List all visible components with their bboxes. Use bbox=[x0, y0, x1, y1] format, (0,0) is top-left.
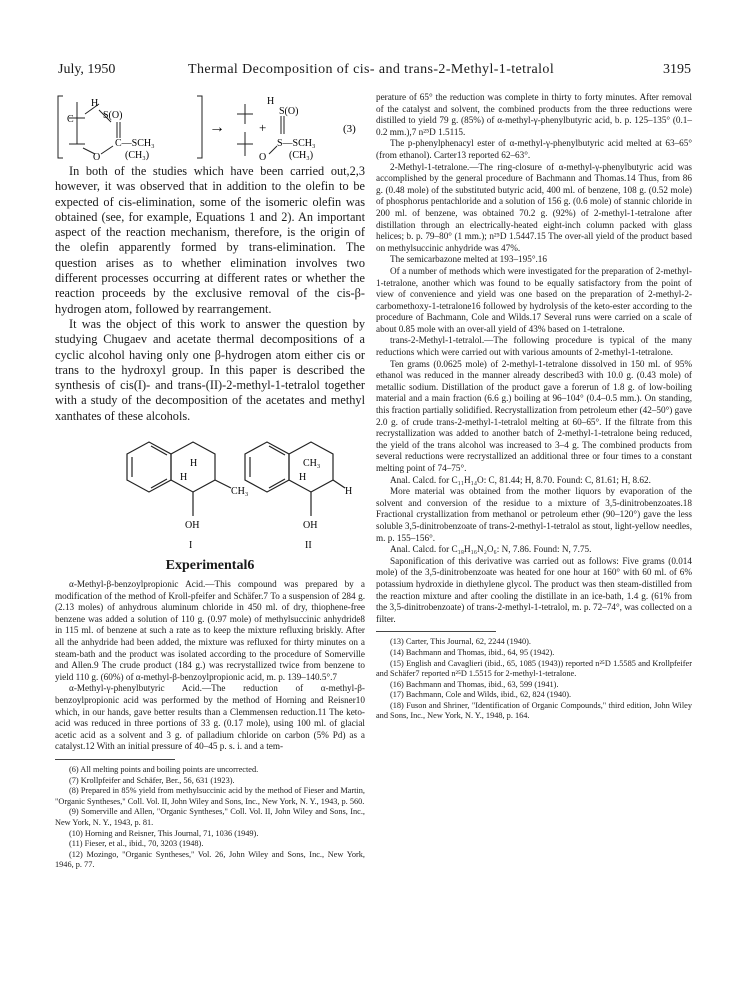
eq-ch3-left: (CH₃) bbox=[125, 150, 150, 161]
struct-II-h-inner: H bbox=[299, 472, 307, 484]
eq-o-left: O bbox=[93, 152, 101, 163]
equation-3 bbox=[55, 92, 365, 164]
struct-II-label: II bbox=[305, 540, 312, 552]
eq-c-left: C bbox=[67, 114, 74, 125]
eq-h-right: H bbox=[267, 96, 275, 107]
paragraph: The p-phenylphenacyl ester of α-methyl-γ-phenylbutyric acid melted at 63–65° (from ethanol). Carter13 reported 62–63°. bbox=[376, 138, 692, 160]
eq-o-right: O bbox=[259, 152, 267, 163]
paragraph: α-Methyl-γ-phenylbutyric Acid.—The reduction of α-methyl-β-benzoylpropionic acid was performed by the method of Horning and Reisner10 which, in our hands, gave better results than a Clemmensen reduction.11 The keto-acid was reduced in three portions of 33 g. (0.17 mole), using 100 ml. of glacial acetic acid as a solvent and 3 g. of palladium chloride on carbon (5% Pd) as a catalyst.12 With an initial pressure of 40–45 p. s. i. and a tem- bbox=[55, 683, 365, 752]
footnote: (12) Mozingo, "Organic Syntheses," Vol. 26, John Wiley and Sons, Inc., New York, 1946, p. 77. bbox=[55, 849, 365, 870]
paragraph: Anal. Calcd. for C₁₁H₁₄O: C, 81.44; H, 8.70. Found: C, 81.61; H, 8.62. bbox=[390, 474, 651, 485]
paragraph: 2-Methyl-1-tetralone.—The ring-closure of α-methyl-γ-phenylbutyric acid was accomplished by the general procedure of Bachmann and Thomas.14 Thus, from 86 g. (0.48 mole) of the substituted butyric acid, 400 ml. of benzene, 108 g. (0.52 mole) of phosphorus pentachloride and a solution of 156 g. (0.6 mole) of stannic chloride in 200 ml. of benzene, was obtained 70.2 g. (92%) of 2-methyl-1-tetralone after distillation through an electrically-heated eight-inch column packed with glass helices; b. p. 79–80° (1 mm.); n²⁵D 1.5447.15 The over-all yield of the product based on methylsuccinic anhydride was 47%. bbox=[376, 161, 692, 253]
header-date: July, 1950 bbox=[58, 62, 116, 77]
footnote: (15) English and Cavaglieri (ibid., 65, 1085 (1943)) reported n²⁵D 1.5585 and Krollpfeifer and Schäfer7 reported n²⁵D 1.5515 for 2-methyl-1-tetralone. bbox=[376, 658, 692, 679]
page-number: 3195 bbox=[663, 62, 691, 77]
footnote: (14) Bachmann and Thomas, ibid., 64, 95 (1942). bbox=[390, 647, 555, 657]
footnote-rule bbox=[376, 631, 496, 632]
struct-II-ch3: CH₃ bbox=[303, 458, 321, 470]
footnote: (7) Krollpfeifer and Schäfer, Ber., 56, 631 (1923). bbox=[69, 775, 235, 785]
eq-arrow: → bbox=[209, 119, 225, 136]
right-column bbox=[376, 92, 692, 722]
paragraph: α-Methyl-β-benzoylpropionic Acid.—This compound was prepared by a modification of the method of Kroll-pfeifer and Schäfer.7 To a suspension of 284 g. (2.13 moles) of anhydrous aluminum chloride in 450 ml. of dry, thiophene-free benzene was added a solution of 110 g. (0.97 mole) of methylsuccinic anhydride8 in 115 ml. of benzene at such a rate as to keep the mixture refluxing briskly. After all the anhydride had been added, the mixture was refluxed for thirty minutes on a steam-bath and the product was isolated according to the procedure of Somerville and Allen.9 The crude product (184 g.) was recrystallized twice from benzene to yield 110 g. (60%) of α-methyl-β-benzoylpropionic acid, m. p. 139–140.5°.7 bbox=[55, 579, 365, 682]
running-header bbox=[58, 62, 691, 82]
paragraph: Saponification of this derivative was carried out as follows: Five grams (0.014 mole) of the 3,5-dinitrobenzoate was heated for one hour at 160° with 60 ml. of 6% potassium hydroxide in diethylene glycol. The product was then steam-distilled from the reaction mixture and after cooling the distillate in an ice-bath, 1.4 g. (61% from the 3,5-dinitrobenzoate) of trans-2-methyl-1-tetralol, m. p. 72–74°, was collected on a filter. bbox=[376, 555, 692, 624]
paragraph: It was the object of this work to answer the question by studying Chugaev and acetate thermal decompositions of a cyclic alcohol having only one β-hydrogen atom either cis or trans to the hydroxyl group. In this paper is described the synthesis of cis(I)- and trans-(II)-2-methyl-1-tetralol together with a study of the decomposition of the acetates and methyl xanthates of these alcohols. bbox=[55, 316, 365, 423]
footnote: (6) All melting points and boiling points are uncorrected. bbox=[69, 764, 259, 774]
footnote: (13) Carter, This Journal, 62, 2244 (1940). bbox=[390, 637, 531, 647]
section-heading: Experimental6 bbox=[165, 558, 255, 574]
footnote: (18) Fuson and Shriner, "Identification of Organic Compounds," third edition, John Wiley and Sons, Inc., New York, N. Y., 1948, p. 164. bbox=[376, 700, 692, 721]
struct-I-h-upper: H bbox=[190, 458, 198, 470]
paragraph: In both of the studies which have been carried out,2,3 however, it was observed that in addition to the olefin to be expected of cis-elimination, some of the isomeric olefin was obtained (see, for example, Equations 1 and 2). An important aspect of the reaction mechanism, therefore, is the origin of the olefin apparently formed by trans-elimination. The question arises as to whether elimination involves two different processes occurring at different rates or whether the reaction proceeds by the exclusive removal of the cis-β-hydrogen atom, followed by rearrangement. bbox=[55, 164, 365, 316]
footnote: (17) Bachmann, Cole and Wilds, ibid., 62, 824 (1940). bbox=[390, 690, 572, 700]
paragraph: Of a number of methods which were investigated for the preparation of 2-methyl-1-tetralone, another which was found to be equally satisfactory from the point of view of convenience and yield was one based on the preparation of 2-methyl-2-carbomethoxy-1-tetralone16 followed by hydrolysis of the keto-ester according to the procedure of Bachmann, Cole and Wilds.17 Several runs were carried on a scale of about 0.85 mole with an over-all yield of 43% based on 1-tetralone. bbox=[376, 265, 692, 334]
eq-number: (3) bbox=[343, 123, 356, 135]
structures-drawing bbox=[55, 424, 365, 552]
paragraph: trans-2-Methyl-1-tetralol.—The following procedure is typical of the many reductions which were carried out with various amounts of 2-methyl-1-tetralone. bbox=[376, 335, 692, 358]
eq-ch3-right: (CH₃) bbox=[289, 150, 314, 161]
footnote: (10) Horning and Reisner, This Journal, 71, 1036 (1949). bbox=[69, 828, 259, 838]
struct-I-label: I bbox=[189, 540, 193, 552]
eq-sch3-left: C—SCH₃ bbox=[115, 138, 155, 149]
footnotes bbox=[55, 765, 365, 871]
paragraph: Anal. Calcd. for C₁₈H₁₆N₂O₆: N, 7.86. Found: N, 7.75. bbox=[390, 544, 592, 555]
structures-I-II bbox=[55, 424, 365, 552]
eq-so-right: S(O) bbox=[279, 106, 299, 117]
footnote: (16) Bachmann and Thomas, ibid., 63, 599 (1941). bbox=[390, 679, 559, 689]
struct-I-h-lower: H bbox=[180, 472, 188, 484]
eq-so-left: S(O) bbox=[103, 110, 123, 121]
struct-I-ch3: CH₃ bbox=[231, 486, 249, 498]
paragraph: perature of 65° the reduction was complete in thirty to forty minutes. After removal of the catalyst and solvent, the combined products from the three reductions were distilled to yield 79 g. (85%) of α-methyl-γ-phenylbutyric acid, b. p. 125–135° (0.1–0.2 mm.),7 n²⁵D 1.5115. bbox=[376, 92, 692, 137]
footnotes bbox=[376, 637, 692, 722]
struct-II-oh: OH bbox=[303, 520, 318, 532]
header-title: Thermal Decomposition of cis- and trans-2-Methyl-1-tetralol bbox=[188, 62, 555, 77]
paragraph: The semicarbazone melted at 193–195°.16 bbox=[390, 254, 547, 265]
footnote: (8) Prepared in 85% yield from methylsuccinic acid by the method of Fieser and Martin, "Organic Syntheses," Coll. Vol. II, John Wiley and Sons, Inc., New York, N. Y., 1943, p. 560. bbox=[55, 786, 365, 806]
footnote-rule bbox=[55, 759, 175, 760]
eq-plus: + bbox=[259, 120, 267, 135]
paragraph: Ten grams (0.0625 mole) of 2-methyl-1-tetralone dissolved in 150 ml. of 95% ethanol was reduced in the manner already described3 with 10.0 g. (0.43 mole) of metallic sodium. Distillation of the product gave a forerun of 1.8 g. of low-boiling material and a main fraction (6.6 g.) boiling at 96–104° (0.4–0.5 mm.). On standing, this fraction partially solidified. Recrystallization from petroleum ether (42–50°) gave 2.0 g. of crude trans-2-methyl-1-tetralol melting at 60–65°. If the filtrate from this recrystallization was added to another batch of 2-methyl-1-tetralone being reduced, the yield of the trans alcohol was increased to 3–4 g. The combined products from several reductions were recrystallized an additional three or four times to a constant melting point of 74–75°. bbox=[376, 358, 692, 473]
struct-I-oh: OH bbox=[185, 520, 200, 532]
paragraph: More material was obtained from the mother liquors by evaporation of the solvent and conversion of the residue to a mixture of 3,5-dinitrobenzoates.18 Fractional crystallization from methanol or petroleum ether (90–120°) gave the less soluble 3,5-dinitrobenzoate of trans-2-methyl-1-tetralol as stout, light-yellow needles, m. p. 155–156°. bbox=[376, 486, 692, 543]
eq-h-left: H bbox=[91, 98, 99, 109]
left-column bbox=[55, 92, 365, 871]
eq-sch3-right: S—SCH₃ bbox=[277, 138, 316, 149]
equation-3-drawing bbox=[55, 92, 365, 164]
struct-II-h-outer: H bbox=[345, 486, 353, 498]
footnote: (11) Fieser, et al., ibid., 70, 3203 (1948). bbox=[69, 839, 204, 849]
footnote: (9) Somerville and Allen, "Organic Syntheses," Coll. Vol. II, John Wiley and Sons, Inc., New York, N. Y., 1943, p. 81. bbox=[55, 807, 365, 827]
